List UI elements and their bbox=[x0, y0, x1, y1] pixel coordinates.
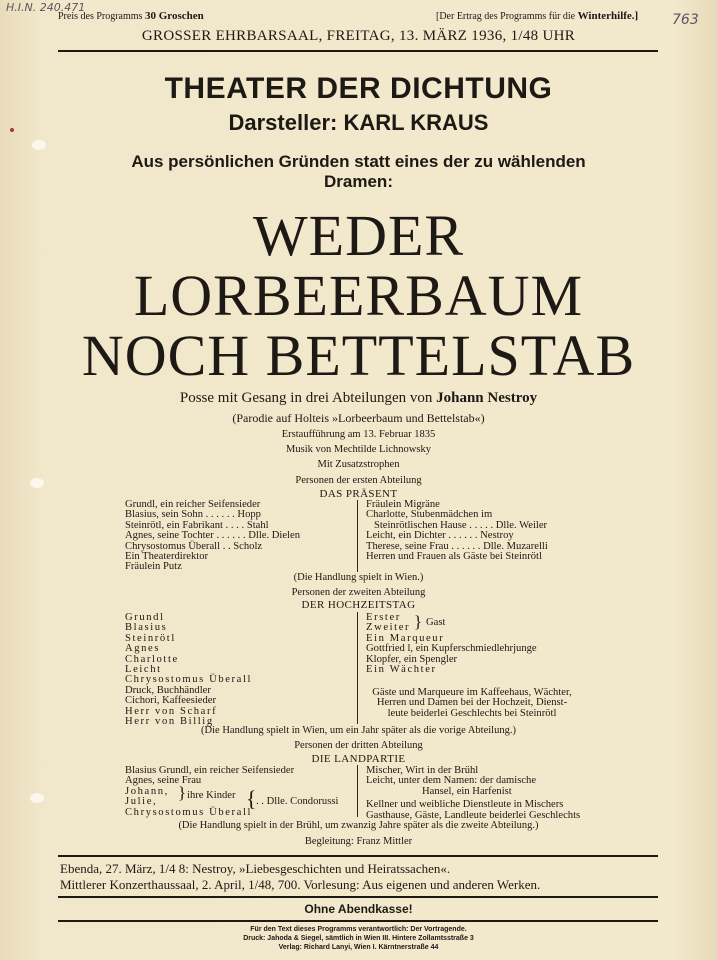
cast-entry: Herr von Billig bbox=[125, 716, 214, 728]
footer-rule-bottom bbox=[58, 920, 658, 922]
punch-hole bbox=[32, 140, 46, 150]
cast-entry: Herren und Damen bei der Hochzeit, Dienst- bbox=[376, 697, 568, 709]
reason-line-1: Aus persönlichen Gründen statt eines der zu wählenden bbox=[131, 152, 586, 171]
theater-title: THEATER DER DICHTUNG bbox=[164, 72, 553, 105]
price-prefix: Preis des Programms bbox=[58, 11, 143, 22]
cast-entry: Gasthause, Gäste, Landleute beiderlei Geschlechts bbox=[366, 809, 581, 821]
imprint-line-3: Verlag: Richard Lanyi, Wien I. Kärntnerstraße 44 bbox=[278, 944, 439, 951]
cast-entry: Fräulein Putz bbox=[125, 561, 182, 573]
author-name: Johann Nestroy bbox=[436, 390, 538, 406]
act3-heading: DIE LANDPARTIE bbox=[311, 753, 406, 765]
cast-entry: Fräulein Migräne bbox=[366, 499, 440, 510]
act1-heading-small: Personen der ersten Abteilung bbox=[295, 475, 422, 486]
footer-rule-middle bbox=[58, 896, 658, 898]
proceeds-value: Winterhilfe.] bbox=[577, 10, 639, 22]
cast-entry: Cichori, Kaffeesieder bbox=[125, 695, 216, 707]
cast-entry: Blasius Grundl, ein reicher Seifensieder bbox=[125, 765, 295, 776]
children-label: ihre Kinder bbox=[187, 790, 236, 801]
performer-line: Darsteller: KARL KRAUS bbox=[228, 110, 489, 135]
cast-entry: Chrysostomus Überall bbox=[125, 806, 253, 818]
column-divider bbox=[357, 765, 358, 817]
gast-label: Gast bbox=[426, 617, 446, 628]
no-box-office-note: Ohne Abendkasse! bbox=[304, 902, 413, 916]
reason-line-2: Dramen: bbox=[324, 172, 393, 191]
cast-entry: Gottfried l, ein Kupferschmiedlehrjunge bbox=[366, 643, 537, 655]
cast-entry: Hansel, ein Harfenist bbox=[422, 785, 512, 797]
cast-entry: Ein Wächter bbox=[366, 664, 437, 676]
proceeds-prefix: [Der Ertrag des Programms für die bbox=[436, 11, 576, 22]
act3-note: (Die Handlung spielt in der Brühl, um zwanzig Jahre später als die zweite Abteilung.) bbox=[178, 820, 539, 831]
price-note bbox=[58, 10, 204, 22]
next-event-2: Mittlerer Konzerthaussaal, 2. April, 1/48, 700. Vorlesung: Aus eigenen und anderen Werken. bbox=[60, 877, 541, 892]
act1-cast-left bbox=[125, 500, 300, 573]
play-title-line-2: LORBEERBAUM bbox=[133, 263, 584, 328]
cast-entry: Herr von Scharf bbox=[125, 705, 218, 717]
brace-children-1: } bbox=[178, 783, 187, 802]
cast-entry: Steinrötl, ein Fabrikant . . . . Stahl bbox=[125, 519, 269, 531]
children-actor: . . Dlle. Condorussi bbox=[256, 796, 339, 807]
play-title-line-1: WEDER bbox=[252, 203, 465, 268]
act1-note: (Die Handlung spielt in Wien.) bbox=[293, 572, 424, 583]
header-rule bbox=[58, 50, 658, 52]
act1-cast-right bbox=[366, 500, 548, 562]
price-value: 30 Groschen bbox=[144, 10, 204, 22]
cast-entry: Zweiter bbox=[366, 622, 411, 634]
cast-entry: Steinrötl bbox=[125, 632, 176, 644]
cast-entry: Therese, seine Frau . . . . . . Dlle. Muzarelli bbox=[366, 540, 548, 552]
cast-entry: Johann, bbox=[125, 785, 169, 797]
cast-entry: Erster bbox=[366, 612, 401, 623]
cast-entry: Mischer, Wirt in der Brühl bbox=[366, 765, 479, 776]
cast-entry: Grundl bbox=[125, 612, 165, 623]
act2-cast-left bbox=[125, 613, 252, 727]
proceeds-note bbox=[436, 10, 638, 22]
column-divider bbox=[357, 612, 358, 724]
cast-entry: Herren und Frauen als Gäste bei Steinrötl bbox=[366, 551, 542, 563]
act1-heading: DAS PRÄSENT bbox=[319, 488, 398, 500]
cast-entry: Leicht bbox=[125, 664, 162, 676]
brace-children-2: { bbox=[246, 786, 257, 811]
punch-hole bbox=[30, 793, 44, 803]
accompaniment-line: Begleitung: Franz Mittler bbox=[304, 836, 413, 847]
act2-heading-small: Personen der zweiten Abteilung bbox=[291, 587, 426, 598]
next-event-1: Ebenda, 27. März, 1/4 8: Nestroy, »Liebesgeschichten und Heiratssachen«. bbox=[60, 861, 451, 876]
genre-line bbox=[0, 390, 717, 407]
footer-rule-top bbox=[58, 855, 658, 857]
cast-entry: Blasius bbox=[125, 622, 168, 634]
verses-line: Mit Zusatzstrophen bbox=[317, 459, 400, 470]
cast-entry: Grundl, ein reicher Seifensieder bbox=[125, 499, 261, 510]
music-line: Musik von Mechtilde Lichnowsky bbox=[286, 444, 431, 455]
act2-cast-right bbox=[366, 613, 537, 675]
imprint-line-1: Für den Text dieses Programms verantwortlich: Der Vortragende. bbox=[250, 926, 467, 933]
column-divider bbox=[357, 500, 358, 572]
brace-gast: } bbox=[414, 612, 423, 631]
page-number-note: 763 bbox=[672, 12, 699, 28]
cast-entry: leute beiderlei Geschlechts bei Steinrötl bbox=[387, 707, 557, 719]
cast-entry: Chrysostomus Überall . . Scholz bbox=[125, 540, 263, 552]
cast-entry: Ein Theaterdirektor bbox=[125, 551, 209, 563]
cast-entry: Agnes bbox=[125, 643, 161, 655]
act2-note: (Die Handlung spielt in Wien, um ein Jahr später als die vorige Abteilung.) bbox=[201, 725, 516, 736]
premiere-line: Erstaufführung am 13. Februar 1835 bbox=[281, 429, 436, 440]
event-line: GROSSER EHRBARSAAL, FREITAG, 13. MÄRZ 1936, 1/48 UHR bbox=[141, 28, 576, 44]
imprint-line-2: Druck: Jahoda & Siegel, sämtlich in Wien III. Hintere Zollamtsstraße 3 bbox=[243, 935, 474, 942]
cast-entry: Kellner und weibliche Dienstleute in Mischers bbox=[366, 799, 564, 811]
cast-entry: Leicht, ein Dichter . . . . . . Nestroy bbox=[366, 530, 514, 542]
cast-entry: Charlotte, Stubenmädchen im bbox=[366, 509, 493, 521]
cast-entry: Gäste und Marqueure im Kaffeehaus, Wächter, bbox=[372, 687, 572, 698]
cast-entry: Steinrötlischen Hause . . . . . Dlle. Weiler bbox=[366, 519, 548, 531]
parody-line: (Parodie auf Holteis »Lorbeerbaum und Bettelstab«) bbox=[232, 411, 485, 425]
genre-text: Posse mit Gesang in drei Abteilungen von bbox=[179, 390, 433, 406]
act3-heading-small: Personen der dritten Abteilung bbox=[294, 740, 423, 751]
cast-entry: Druck, Buchhändler bbox=[125, 684, 211, 696]
cast-entry: Klopfer, ein Spengler bbox=[366, 653, 458, 665]
cast-entry: Leicht, unter dem Namen: der damische bbox=[366, 775, 537, 787]
act2-heading: DER HOCHZEITSTAG bbox=[301, 599, 416, 611]
play-title-line-3: NOCH BETTELSTAB bbox=[81, 323, 636, 388]
act2-cast-extras bbox=[366, 688, 578, 719]
act3-cast-right bbox=[366, 766, 580, 821]
cast-entry: Agnes, seine Frau bbox=[125, 775, 202, 787]
cast-entry: Chrysostomus Überall bbox=[125, 674, 253, 686]
archive-id-note: H.I.N. 240.471 bbox=[6, 1, 86, 14]
cast-entry: Ein Marqueur bbox=[366, 632, 445, 644]
cast-entry: Charlotte bbox=[125, 653, 179, 665]
cast-entry: Blasius, sein Sohn . . . . . . Hopp bbox=[125, 509, 261, 521]
cast-entry: Julie, bbox=[125, 796, 158, 808]
cast-entry: Agnes, seine Tochter . . . . . . Dlle. Dielen bbox=[125, 530, 300, 542]
